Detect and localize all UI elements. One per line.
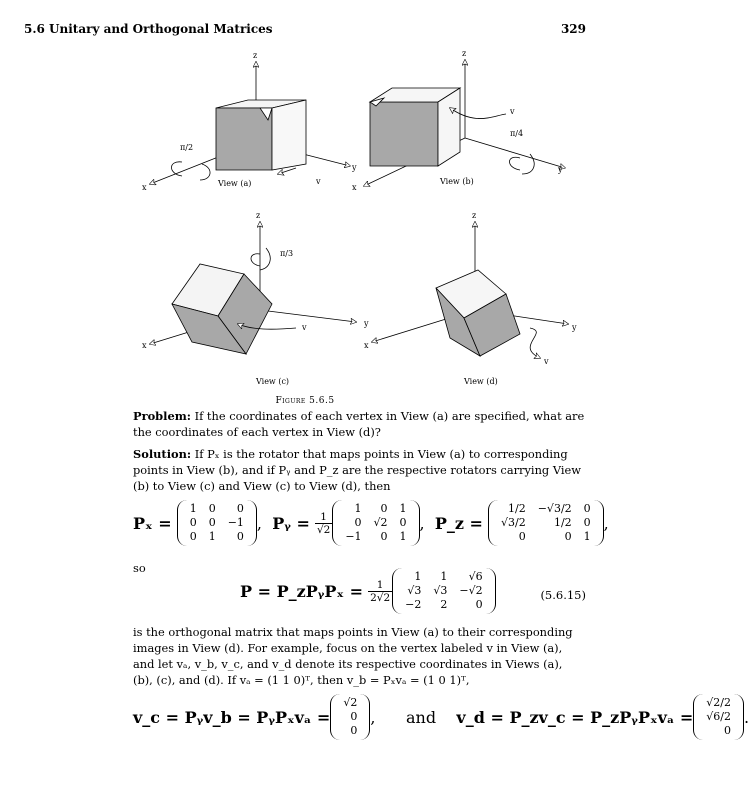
vd-cell: √6/2 [706,710,732,723]
py-label: Pᵧ = [272,513,310,533]
problem-label: Problem: [133,409,191,423]
py-cell: 1 [399,530,407,543]
px-cell: 0 [189,530,197,543]
px-cell: 1 [208,530,216,543]
explanation-paragraph: is the orthogonal matrix that maps points in View (a) to their corresponding images in View (d). For example, focus on the vertex labeled v in View (a), and let vₐ, v_b, v_c, and v_d denote its respective coordinates in Views (a), (b), (c), and (d). If vₐ = (1 1 0)ᵀ, then v_b = Pₓvₐ = (1 0 1)ᵀ, [133,625,573,687]
product-cell: −√2 [459,584,483,597]
axis-z-d: z [472,211,477,220]
product-matrix [392,568,495,614]
px-cell: 1 [189,502,197,515]
equation-number: (5.6.15) [540,588,586,602]
vd-label: v_d = P_zv_c = P_zPᵧPₓvₐ = [456,707,694,727]
vc-vector [330,694,370,740]
product-cell: 0 [475,598,483,611]
solution-text: If Pₓ is the rotator that maps points in View (a) to corresponding points in View (b), and if Pᵧ and P_z are the respective rotators carrying View (b) to View (c) and View (c) to View (d), then [133,447,581,493]
py-frac-num: 1 [315,511,332,524]
product-frac-num: 1 [368,579,392,592]
axis-x-c: x [142,341,147,350]
pz-cell: 0 [583,502,591,515]
problem-paragraph [133,408,585,440]
pz-label: P_z = [434,513,483,533]
problem-text: If the coordinates of each vertex in View (a) are specified, what are the coordinates of each vertex in View (d)? [133,409,585,439]
vd-vector [693,694,744,740]
py-cell: 1 [354,502,362,515]
product-cell: 1 [440,570,448,583]
vc-cell: √2 [343,696,358,709]
py-cell: 0 [399,516,407,529]
axis-x-b: x [352,183,357,192]
view-b [364,60,565,186]
pz-cell: 1/2 [553,516,572,529]
solution-label: Solution: [133,447,192,461]
axis-x-d: x [364,341,369,350]
page-number: 329 [560,22,586,36]
view-d-label: View (d) [464,377,498,386]
rotation-c: π/3 [280,249,294,258]
axis-y-d: y [572,323,577,332]
view-b-label: View (b) [440,177,474,186]
py-cell: √2 [373,516,388,529]
axis-x-a: x [142,183,147,192]
pz-matrix [488,500,604,546]
px-label: Pₓ = [133,513,172,533]
vertex-v-b: v [510,107,515,116]
pz-cell: 0 [564,530,572,543]
py-frac-den: √2 [316,523,331,536]
px-cell: 0 [208,502,216,515]
vertex-v-d: v [544,357,549,366]
figure-cubes [120,42,590,402]
vd-cell: 0 [724,724,732,737]
page-header [24,22,586,38]
pz-cell: √3/2 [501,516,526,529]
figure-caption: Figure 5.6.5 [275,396,335,406]
rotator-matrices: Pₓ = 1 0 0 0 0 −1 0 1 0 , Pᵧ = $\frac{1}{√2}$ 1 0 1 0 √2 0 −1 0 1 , P_z = 1/2 −√3/2 0 √3/2 1/2 0 0 0 1 , [133,500,609,546]
axis-z-b: z [462,49,467,58]
rotation-a: π/2 [180,143,194,152]
product-label: P = P_zPᵧPₓ = [240,581,363,601]
product-cell: 2 [440,598,448,611]
vertex-v-a: v [316,177,321,186]
pz-cell: 1 [583,530,591,543]
view-a [150,62,350,184]
view-c-label: View (c) [256,377,290,386]
solution-paragraph [133,446,585,494]
px-cell: 0 [236,530,244,543]
vc-cell: 0 [350,724,358,737]
vd-cell: √2/2 [706,696,732,709]
rotation-b: π/4 [510,129,524,138]
section-title: 5.6 Unitary and Orthogonal Matrices [24,22,273,36]
px-cell: 0 [236,502,244,515]
py-cell: 0 [354,516,362,529]
axis-y-b: y [558,165,563,174]
vertex-v-c: v [302,323,307,332]
pz-cell: 1/2 [508,502,526,515]
py-cell: 0 [380,502,388,515]
px-cell: 0 [208,516,216,529]
pz-cell: −√3/2 [537,502,572,515]
product-fraction [368,579,392,604]
product-cell: √6 [468,570,483,583]
product-equation [240,568,496,614]
product-cell: √3 [407,584,422,597]
px-matrix [177,500,257,546]
px-cell: 0 [189,516,197,529]
view-c [150,222,356,354]
product-cell: 1 [414,570,422,583]
vc-cell: 0 [350,710,358,723]
py-cell: −1 [345,530,362,543]
py-matrix [332,500,419,546]
view-d [372,222,568,358]
axis-z-a: z [253,51,258,60]
py-cell: 0 [380,530,388,543]
and-text: and [405,707,437,727]
product-frac-den: 2√2 [370,591,391,604]
py-cell: 1 [399,502,407,515]
view-a-label: View (a) [218,179,252,188]
py-fraction [315,511,332,536]
px-cell: −1 [227,516,244,529]
axis-y-a: y [352,163,357,172]
final-vectors: v_c = Pᵧv_b = PᵧPₓvₐ = √2 0 0 , and v_d = P_zv_c = P_zPᵧPₓvₐ = √2/2 √6/2 0 . [133,694,749,740]
so-text: so [133,561,146,575]
axis-y-c: y [364,319,369,328]
pz-cell: 0 [583,516,591,529]
product-cell: √3 [433,584,448,597]
product-cell: −2 [405,598,422,611]
axis-z-c: z [256,211,261,220]
vc-label: v_c = Pᵧv_b = PᵧPₓvₐ = [133,707,331,727]
pz-cell: 0 [518,530,526,543]
